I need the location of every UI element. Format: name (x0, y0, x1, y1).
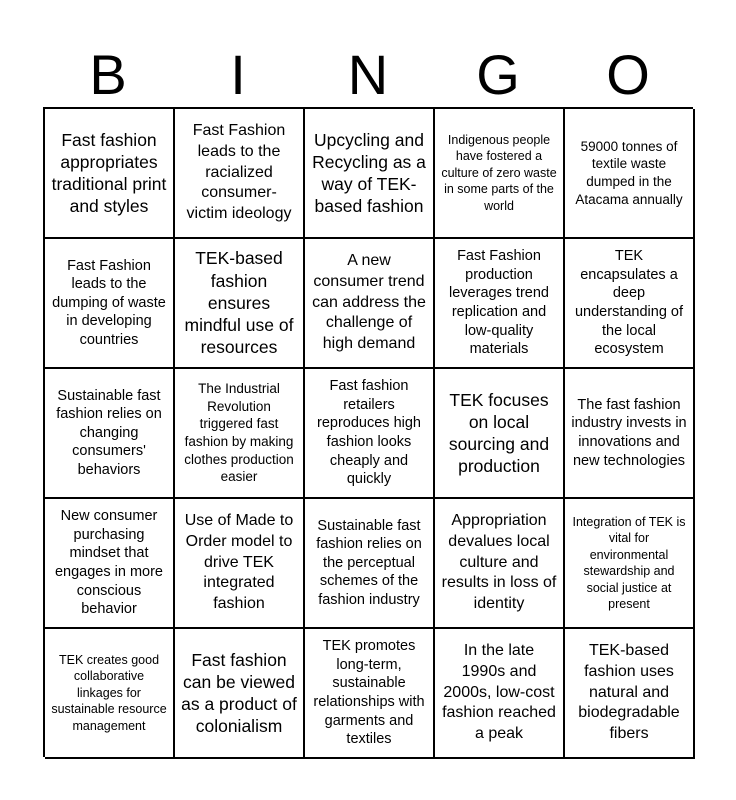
cell-text: New consumer purchasing mindset that engages in more conscious behavior (54, 508, 163, 618)
cell-text: A new consumer trend can address the challenge of high demand (312, 252, 426, 353)
cell-text: Fast fashion retailers reproduces high fashion looks cheaply and quickly (317, 378, 421, 488)
bingo-cell-r5-c3[interactable] (305, 629, 435, 759)
header-letter-i: I (230, 43, 246, 106)
bingo-cell-r2-c2[interactable] (175, 239, 305, 369)
bingo-cell-r2-c3[interactable] (305, 239, 435, 369)
bingo-cell-r5-c2[interactable] (175, 629, 305, 759)
bingo-board (43, 107, 693, 757)
cell-text: TEK promotes long-term, sustainable relationships with garments and textiles (313, 638, 425, 748)
cell-text: The fast fashion industry invests in innovations and new technologies (571, 396, 687, 469)
bingo-cell-r1-c3[interactable] (305, 109, 435, 239)
header-letter-n: N (347, 43, 389, 106)
bingo-cell-r3-c2[interactable] (175, 369, 305, 499)
cell-text: TEK-based fashion uses natural and biodegradable fibers (578, 642, 680, 743)
bingo-cell-r3-c1[interactable] (45, 369, 175, 499)
bingo-cell-r1-c4[interactable] (435, 109, 565, 239)
cell-text: Fast fashion can be viewed as a product of colonialism (181, 649, 297, 737)
bingo-cell-r5-c1[interactable] (45, 629, 175, 759)
bingo-cell-r2-c5[interactable] (565, 239, 695, 369)
bingo-cell-r3-c3[interactable] (305, 369, 435, 499)
bingo-cell-r1-c2[interactable] (175, 109, 305, 239)
bingo-cell-r5-c5[interactable] (565, 629, 695, 759)
cell-text: 59000 tonnes of textile waste dumped in the Atacama annually (575, 138, 683, 207)
bingo-cell-r3-c4[interactable] (435, 369, 565, 499)
cell-text: Sustainable fast fashion relies on the perceptual schemes of the fashion industry (316, 517, 422, 608)
cell-text: TEK focuses on local sourcing and production (448, 389, 550, 477)
bingo-cell-r4-c5[interactable] (565, 499, 695, 629)
cell-text: Appropriation devalues local culture and results in loss of identity (441, 512, 557, 613)
cell-text: Use of Made to Order model to drive TEK integrated fashion (184, 512, 294, 613)
bingo-cell-r4-c4[interactable] (435, 499, 565, 629)
cell-text: Fast fashion appropriates traditional print and styles (51, 129, 167, 217)
cell-text: Fast Fashion production leverages trend replication and low-quality materials (449, 248, 549, 358)
bingo-header (43, 42, 693, 108)
cell-text: Fast Fashion leads to the racialized consumer-victim ideology (186, 122, 292, 223)
header-letter-b: B (89, 43, 127, 106)
bingo-cell-r4-c2[interactable] (175, 499, 305, 629)
cell-text: In the late 1990s and 2000s, low-cost fashion reached a peak (442, 642, 556, 743)
bingo-cell-r5-c4[interactable] (435, 629, 565, 759)
cell-text: TEK encapsulates a deep understanding of the local ecosystem (574, 248, 684, 358)
cell-text: TEK-based fashion ensures mindful use of resources (184, 248, 294, 358)
cell-text: Upcycling and Recycling as a way of TEK-based fashion (312, 129, 426, 217)
cell-text: Indigenous people have fostered a culture of zero waste in some parts of the world (441, 132, 557, 213)
bingo-cell-r1-c1[interactable] (45, 109, 175, 239)
bingo-cell-r1-c5[interactable] (565, 109, 695, 239)
bingo-cell-r3-c5[interactable] (565, 369, 695, 499)
header-letter-g: G (476, 43, 520, 106)
bingo-cell-r4-c1[interactable] (45, 499, 175, 629)
cell-text: Integration of TEK is vital for environmental stewardship and social justice at present (572, 514, 686, 611)
header-letter-o: O (606, 43, 650, 106)
bingo-cell-r2-c1[interactable] (45, 239, 175, 369)
cell-text: Fast Fashion leads to the dumping of waste in developing countries (52, 257, 166, 348)
cell-text: TEK creates good collaborative linkages for sustainable resource management (51, 652, 167, 733)
bingo-cell-r2-c4[interactable] (435, 239, 565, 369)
cell-text: Sustainable fast fashion relies on changing consumers' behaviors (56, 387, 162, 478)
bingo-cell-r4-c3[interactable] (305, 499, 435, 629)
cell-text: The Industrial Revolution triggered fast fashion by making clothes production easier (184, 381, 294, 485)
